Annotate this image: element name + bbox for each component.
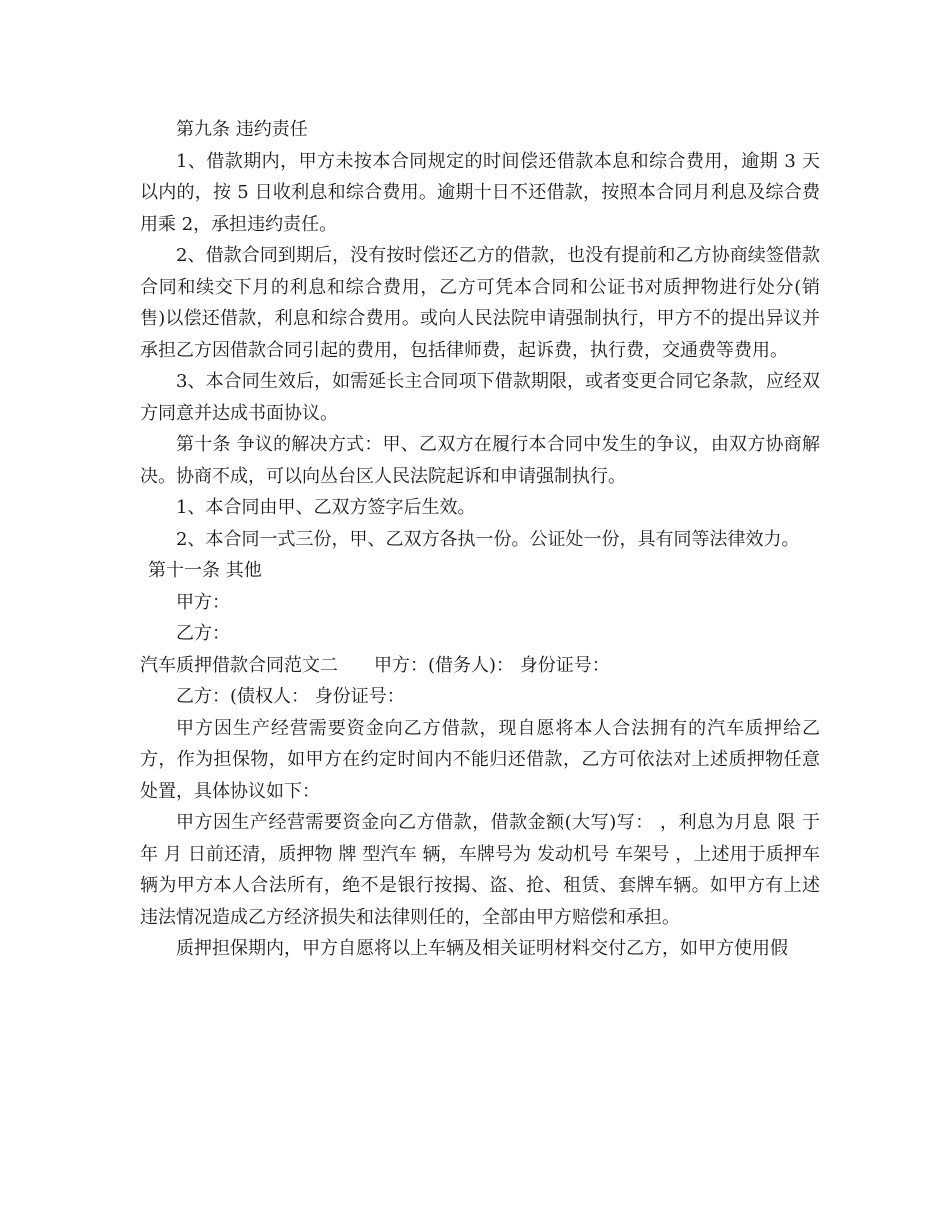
- document-body: [140, 114, 820, 965]
- article-11-heading: 第十一条 其他: [148, 560, 262, 581]
- party-b-signature-line: 乙方：: [176, 623, 230, 644]
- paragraph: 2、本合同一式三份，甲、乙双方各执一份。公证处一份，具有同等法律效力。: [176, 528, 800, 550]
- paragraph: 甲方因生产经营需要资金向乙方借款，现自愿将本人合法拥有的汽车质押给乙方，作为担保物，如甲方在约定时间内不能归还借款，乙方可依法对上述质押物任意处置，具体协议如下：: [140, 717, 820, 802]
- paragraph: 甲方因生产经营需要资金向乙方借款，借款金额(大写)写： ，利息为月息 限 于 年 月 日前还清，质押物 牌 型汽车 辆，车牌号为 发动机号 车架号 ，上述用于质押车辆为甲方本人合法所有，绝不是银行按揭、盗、抢、租赁、套牌车辆。如甲方有上述违法情况造成乙方经济损失和法律则任的，全部由甲方赔偿和承担。: [140, 812, 820, 928]
- article-10-paragraph: 第十条 争议的解决方式：甲、乙双方在履行本合同中发生的争议，由双方协商解决。协商不成，可以向丛台区人民法院起诉和申请强制执行。: [140, 434, 820, 487]
- party-a-signature-line: 甲方：: [176, 591, 230, 613]
- party-b-line: 乙方：(债权人： 身份证号：: [176, 686, 405, 707]
- party-a-line: 甲方：(借务人)： 身份证号：: [374, 654, 610, 676]
- paragraph: 1、本合同由甲、乙双方签字后生效。: [176, 497, 476, 518]
- article-9-heading: 第九条 违约责任: [176, 119, 308, 140]
- template-title: 汽车质押借款合同范文二: [140, 654, 338, 676]
- paragraph: 3、本合同生效后，如需延长主合同项下借款期限，或者变更合同它条款，应经双方同意并达成书面协议。: [140, 371, 820, 424]
- paragraph: 1、借款期内，甲方未按本合同规定的时间偿还借款本息和综合费用，逾期 3 天以内的，按 5 日收利息和综合费用。逾期十日不还借款，按照本合同月利息及综合费用乘 2，承担违约责任。: [140, 150, 820, 235]
- paragraph: 质押担保期内，甲方自愿将以上车辆及相关证明材料交付乙方，如甲方使用假: [176, 938, 788, 959]
- paragraph: 2、借款合同到期后，没有按时偿还乙方的借款，也没有提前和乙方协商续签借款合同和续交下月的利息和综合费用，乙方可凭本合同和公证书对质押物进行处分(销售)以偿还借款，利息和综合费用。或向人民法院申请强制执行，甲方不的提出异议并承担乙方因借款合同引起的费用，包括律师费，起诉费，执行费，交通费等费用。: [140, 245, 820, 361]
- template-title-line: [140, 650, 820, 682]
